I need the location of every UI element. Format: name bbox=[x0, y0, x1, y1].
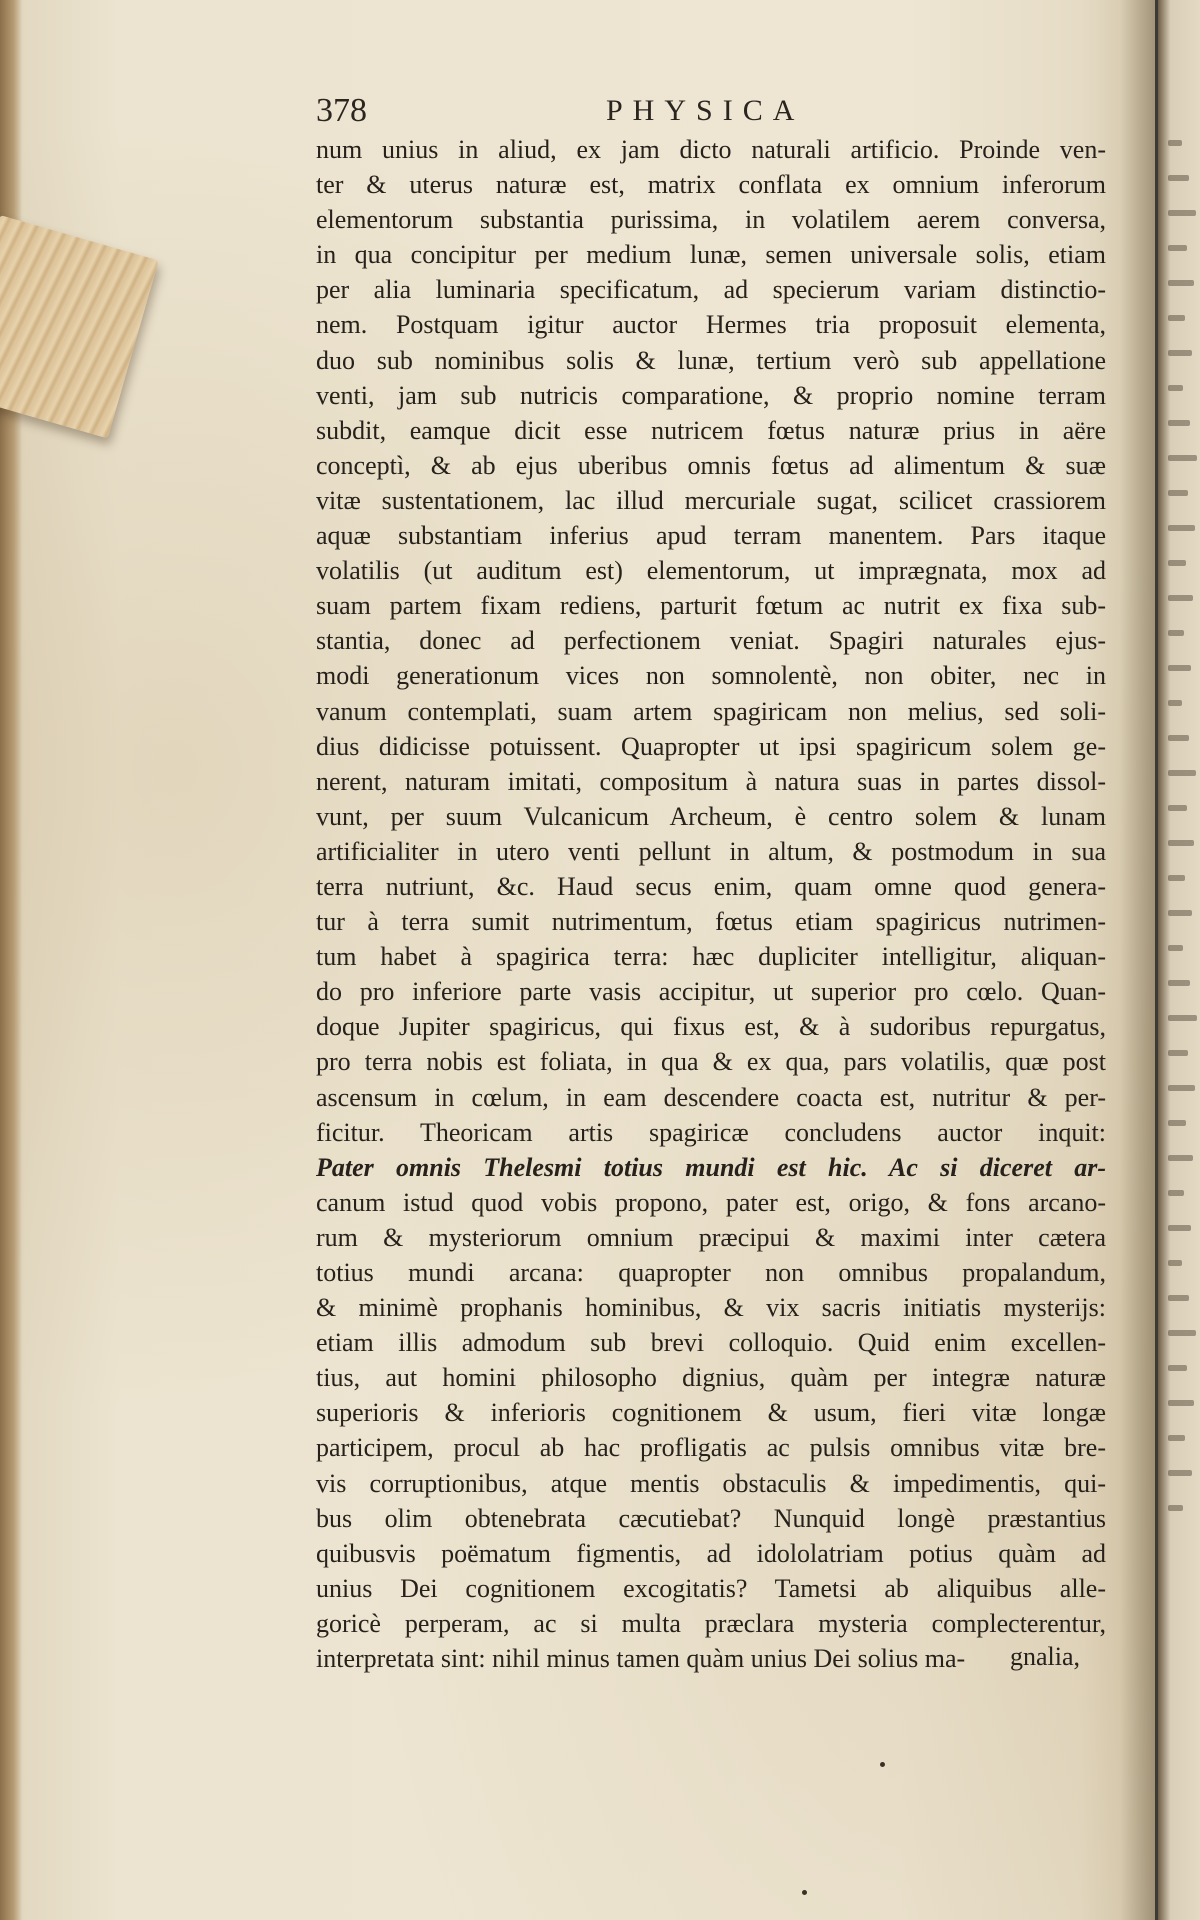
bleed-through-mark bbox=[1168, 455, 1197, 461]
text-line: totius mundi arcana: quapropter non omnibus propalandum, bbox=[316, 1258, 1106, 1287]
text-line: vanum contemplati, suam artem spagiricam non melius, sed soli- bbox=[316, 696, 1106, 726]
text-line: superioris & inferioris cognitionem & usum, fieri vitæ longæ bbox=[316, 1398, 1106, 1428]
bleed-through-mark bbox=[1168, 1050, 1188, 1056]
text-line: num unius in aliud, ex jam dicto naturali artificio. Proinde ven- bbox=[316, 135, 1106, 164]
bleed-through-mark bbox=[1168, 1155, 1193, 1161]
bleed-through-mark bbox=[1168, 1435, 1185, 1441]
bleed-through-mark bbox=[1168, 1400, 1194, 1406]
text-line: venti, jam sub nutricis comparatione, & proprio nomine terram bbox=[316, 380, 1106, 410]
text-line: artificialiter in utero venti pellunt in altum, & postmodum in sua bbox=[316, 836, 1106, 866]
bleed-through-mark bbox=[1168, 1470, 1192, 1476]
text-line: participem, procul ab hac profligatis ac pulsis omnibus vitæ bre- bbox=[316, 1433, 1106, 1463]
catchword: gnalia, bbox=[1010, 1642, 1081, 1671]
text-line: ficitur. Theoricam artis spagiricæ concludens auctor inquit: bbox=[316, 1117, 1106, 1147]
text-line: nerent, naturam imitati, compositum à natura suas in partes dissol- bbox=[316, 766, 1106, 796]
text-line: do pro inferiore parte vasis accipitur, ut superior pro cœlo. Quan- bbox=[316, 977, 1106, 1007]
text-line: pro terra nobis est foliata, in qua & ex qua, pars volatilis, quæ post bbox=[316, 1047, 1106, 1077]
body-text bbox=[316, 132, 1106, 1676]
bleed-through-mark bbox=[1168, 1190, 1184, 1196]
text-line: & minimè prophanis hominibus, & vix sacris initiatis mysterijs: bbox=[316, 1293, 1106, 1323]
text-line: ascensum in cœlum, in eam descendere coacta est, nutritur & per- bbox=[316, 1082, 1106, 1112]
bleed-through-mark bbox=[1168, 385, 1183, 391]
bleed-through-mark bbox=[1168, 525, 1195, 531]
text-line: bus olim obtenebrata cæcutiebat? Nunquid longè præstantius bbox=[316, 1503, 1106, 1533]
bleed-through-mark bbox=[1168, 140, 1182, 146]
text-line: Pater omnis Thelesmi totius mundi est hic. Ac si diceret ar- bbox=[316, 1152, 1106, 1182]
text-line: modi generationum vices non somnolentè, non obiter, nec in bbox=[316, 661, 1106, 691]
bleed-through-mark bbox=[1168, 735, 1189, 741]
text-line: vis corruptionibus, atque mentis obstaculis & impedimentis, qui- bbox=[316, 1468, 1106, 1498]
bleed-through-mark bbox=[1168, 700, 1182, 706]
running-head: PHYSICA bbox=[606, 94, 805, 127]
bleed-through-mark bbox=[1168, 1260, 1182, 1266]
ink-speck bbox=[880, 1762, 885, 1767]
bleed-through-mark bbox=[1168, 560, 1186, 566]
text-line: vunt, per suum Vulcanicum Archeum, è centro solem & lunam bbox=[316, 801, 1106, 831]
bleed-through-mark bbox=[1168, 840, 1194, 846]
text-line: rum & mysteriorum omnium præcipui & maximi inter cætera bbox=[316, 1222, 1106, 1252]
spine-shadow bbox=[1120, 0, 1155, 1920]
bleed-through-mark bbox=[1168, 210, 1196, 216]
text-line: nem. Postquam igitur auctor Hermes tria proposuit elementa, bbox=[316, 310, 1106, 340]
bleed-through-mark bbox=[1168, 315, 1185, 321]
text-line: tur à terra sumit nutrimentum, fœtus etiam spagiricus nutrimen- bbox=[316, 907, 1106, 937]
text-line: etiam illis admodum sub brevi colloquio. Quid enim excellen- bbox=[316, 1328, 1106, 1358]
text-line: terra nutriunt, &c. Haud secus enim, quam omne quod genera- bbox=[316, 871, 1106, 901]
bleed-through-mark bbox=[1168, 420, 1190, 426]
ink-speck bbox=[802, 1890, 807, 1895]
text-line: conceptì, & ab ejus uberibus omnis fœtus ad alimentum & suæ bbox=[316, 450, 1106, 480]
text-line: doque Jupiter spagiricus, qui fixus est, & à sudoribus repurgatus, bbox=[316, 1012, 1106, 1042]
bleed-through-mark bbox=[1168, 945, 1183, 951]
bleed-through-mark bbox=[1168, 910, 1192, 916]
wooden-bookmark bbox=[0, 215, 159, 438]
text-line: duo sub nominibus solis & lunæ, tertium verò sub appellatione bbox=[316, 345, 1106, 375]
bleed-through-mark bbox=[1168, 245, 1187, 251]
bleed-through-mark bbox=[1168, 280, 1194, 286]
text-line: suam partem fixam rediens, parturit fœtum ac nutrit ex fixa sub- bbox=[316, 591, 1106, 621]
bleed-through-mark bbox=[1168, 980, 1190, 986]
bleed-through-mark bbox=[1168, 1015, 1197, 1021]
bleed-through-mark bbox=[1168, 1225, 1191, 1231]
text-line: per alia luminaria specificatum, ad specierum variam distinctio- bbox=[316, 275, 1106, 305]
text-line: quibusvis poëmatum figmentis, ad idololatriam potius quàm ad bbox=[316, 1538, 1106, 1568]
text-line: tius, aut homini philosopho dignius, quàm per integræ naturæ bbox=[316, 1363, 1106, 1393]
facing-page-edge bbox=[1158, 0, 1200, 1920]
text-line: tum habet à spagirica terra: hæc dupliciter intelligitur, aliquan- bbox=[316, 942, 1106, 972]
bleed-through-mark bbox=[1168, 1085, 1195, 1091]
text-line: aquæ substantiam inferius apud terram manentem. Pars itaque bbox=[316, 521, 1106, 551]
text-line: canum istud quod vobis propono, pater est, origo, & fons arcano- bbox=[316, 1187, 1106, 1217]
bleed-through-mark bbox=[1168, 490, 1188, 496]
text-line: ter & uterus naturæ est, matrix conflata ex omnium inferorum bbox=[316, 170, 1106, 200]
bleed-through-mark bbox=[1168, 1120, 1186, 1126]
text-line: goricè perperam, ac si multa præclara mysteria complecterentur, bbox=[316, 1608, 1106, 1638]
bleed-through-mark bbox=[1168, 875, 1185, 881]
text-line: in qua concipitur per medium lunæ, semen universale solis, etiam bbox=[316, 240, 1106, 270]
bleed-through-mark bbox=[1168, 595, 1193, 601]
text-line: elementorum substantia purissima, in volatilem aerem conversa, bbox=[316, 205, 1106, 235]
text-line: dius didicisse potuissent. Quapropter ut ipsi spagiricum solem ge- bbox=[316, 731, 1106, 761]
text-line: unius Dei cognitionem excogitatis? Tametsi ab aliquibus alle- bbox=[316, 1573, 1106, 1603]
bleed-through-mark bbox=[1168, 175, 1189, 181]
text-line: subdit, eamque dicit esse nutricem fœtus naturæ prius in aëre bbox=[316, 415, 1106, 445]
bleed-through-mark bbox=[1168, 1295, 1189, 1301]
bleed-through-mark bbox=[1168, 770, 1196, 776]
bleed-through-mark bbox=[1168, 805, 1187, 811]
text-line: stantia, donec ad perfectionem veniat. Spagiri naturales ejus- bbox=[316, 626, 1106, 656]
text-line: volatilis (ut auditum est) elementorum, ut imprægnata, mox ad bbox=[316, 556, 1106, 586]
page-number: 378 bbox=[316, 92, 367, 129]
bleed-through-mark bbox=[1168, 630, 1184, 636]
bleed-through-mark bbox=[1168, 1330, 1196, 1336]
bleed-through-mark bbox=[1168, 1505, 1183, 1511]
text-line: interpretata sint: nihil minus tamen quàm unius Dei solius ma- bbox=[316, 1644, 966, 1674]
bleed-through-mark bbox=[1168, 665, 1191, 671]
text-line: vitæ sustentationem, lac illud mercuriale sugat, scilicet crassiorem bbox=[316, 485, 1106, 515]
bleed-through-mark bbox=[1168, 1365, 1187, 1371]
bleed-through-mark bbox=[1168, 350, 1192, 356]
